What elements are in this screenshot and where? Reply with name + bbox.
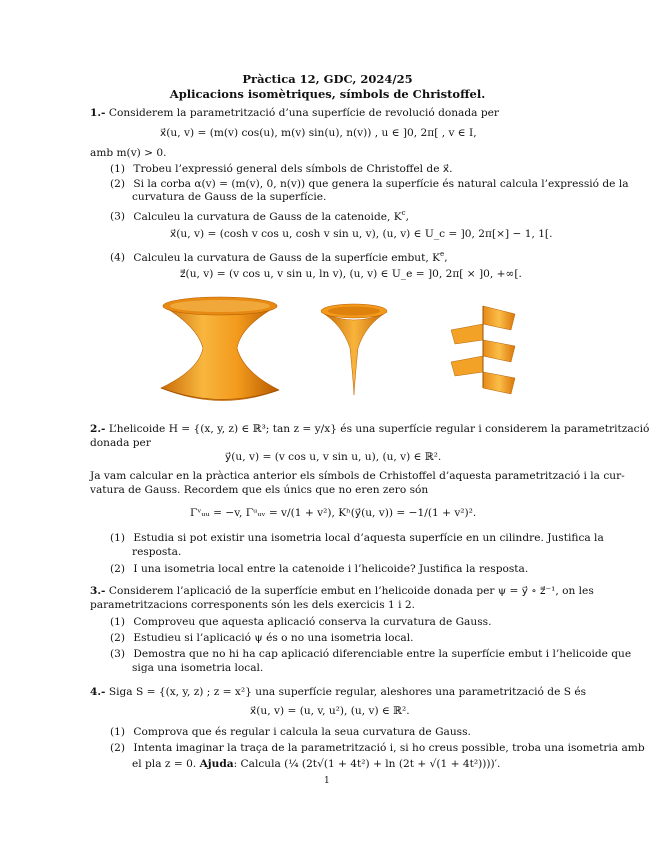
- exercise-1-intro: [90, 107, 499, 120]
- exercise-1-item-1: (1) Trobeu l’expressió general dels símbols de Christoffel de x⃗.: [110, 163, 453, 175]
- exercise-4-item-2: (2) Intenta imaginar la traça de la parametrització i, si ho creus possible, troba una isometria amb: [110, 742, 645, 754]
- catenoid-equation: x⃗(u, v) = (cosh v cos u, cosh v sin u, v), (u, v) ∈ U_c = ]0, 2π[×] − 1, 1[.: [170, 228, 553, 240]
- funnel-figure: [318, 298, 390, 396]
- exercise-1-item-2: (2) Si la corba α(v) = (m(v), 0, n(v)) que genera la superfície és natural calcula l’expressió de la: [110, 178, 629, 190]
- exercise-4-item-1: (1) Comprova que és regular i calcula la seua curvatura de Gauss.: [110, 726, 471, 738]
- exercise-3-item-2: (2) Estudieu si l’aplicació ψ és o no una isometria local.: [110, 632, 414, 644]
- exercise-1-number: 1.-: [90, 107, 106, 119]
- exercise-4-item-2-cont: el pla z = 0. Ajuda: Calcula (¼ (2t√(1 + 4t²) + ln (2t + √(1 + 4t²))))′.: [132, 758, 501, 770]
- exercise-1-item-3: (3) Calculeu la curvatura de Gauss de la catenoide, $K^c$,: [110, 209, 409, 223]
- helicoid-equation: y⃗(u, v) = (v cos u, v sin u, u), (u, v) ∈ ℝ².: [225, 451, 442, 463]
- surface-s-equation: x⃗(u, v) = (u, v, u²), (u, v) ∈ ℝ².: [250, 705, 410, 717]
- exercise-2-item-1: (1) Estudia si pot existir una isometria local d’aquesta superfície en un cilindre. Justifica la: [110, 532, 604, 544]
- page-subtitle: Aplicacions isomètriques, símbols de Christoffel.: [169, 87, 486, 101]
- exercise-1-equation: x⃗(u, v) = (m(v) cos(u), m(v) sin(u), n(v)) , u ∈ ]0, 2π[ , v ∈ I,: [160, 127, 477, 139]
- helicoid-figure: [443, 300, 523, 400]
- exercise-2-paragraph-1: Ja vam calcular en la pràctica anterior els símbols de Crhistoffel d’aquesta parametrització i la cur-: [90, 470, 625, 482]
- hint-label: Ajuda: [199, 758, 234, 770]
- exercise-1-intro-text: Considerem la parametrització d’una superfície de revolució donada per: [108, 107, 499, 119]
- exercise-3-intro: 3.- Considerem l’aplicació de la superfície embut en l’helicoide donada per ψ = y⃗ ∘ z⃗⁻¹, on les: [90, 585, 594, 597]
- exercise-2-intro-cont: donada per: [90, 437, 151, 449]
- exercise-3-intro-cont: parametritzacions corresponents són les dels exercicis 1 i 2.: [90, 599, 415, 611]
- exercise-1-condition: amb m(v) > 0.: [90, 147, 167, 159]
- christoffel-formula: Γᵛᵤᵤ = −v, Γᵘᵤᵥ = v/(1 + v²), Kʰ(y⃗(u, v)) = −1/(1 + v²)².: [190, 507, 477, 519]
- hint-text: : Calcula (¼ (2t√(1 + 4t²) + ln (2t + √(1 + 4t²))))′.: [233, 758, 501, 770]
- exercise-1-item-2-cont: curvatura de Gauss de la superfície.: [132, 191, 327, 203]
- page-title: Pràctica 12, GDC, 2024/25: [242, 72, 413, 86]
- exercise-2-number: 2.-: [90, 423, 106, 435]
- exercise-3-item-3-cont: siga una isometria local.: [132, 662, 264, 674]
- exercise-2-item-1-cont: resposta.: [132, 546, 182, 558]
- catenoid-figure: [155, 292, 285, 404]
- exercise-4-intro: 4.- Siga S = {(x, y, z) ; z = x²} una superfície regular, aleshores una parametrització de S és: [90, 686, 587, 698]
- exercise-4-number: 4.-: [90, 686, 106, 698]
- exercise-3-item-3: (3) Demostra que no hi ha cap aplicació diferenciable entre la superfície embut i l’helicoide que: [110, 648, 632, 660]
- page-number: 1: [324, 776, 330, 786]
- exercise-1-item-4: (4) Calculeu la curvatura de Gauss de la superfície embut, $K^e$,: [110, 250, 448, 264]
- exercise-2-paragraph-2: vatura de Gauss. Recordem que els únics que no eren zero són: [90, 484, 429, 496]
- exercise-2-item-2: (2) I una isometria local entre la catenoide i l’helicoide? Justifica la resposta.: [110, 563, 529, 575]
- funnel-equation: z⃗(u, v) = (v cos u, v sin u, ln v), (u, v) ∈ U_e = ]0, 2π[ × ]0, +∞[.: [180, 268, 522, 280]
- exercise-3-item-1: (1) Comproveu que aquesta aplicació conserva la curvatura de Gauss.: [110, 616, 492, 628]
- exercise-3-number: 3.-: [90, 585, 106, 597]
- exercise-2-intro: 2.- L’helicoide H = {(x, y, z) ∈ ℝ³; tan z = y/x} és una superfície regular i considerem la parametrització: [90, 423, 650, 435]
